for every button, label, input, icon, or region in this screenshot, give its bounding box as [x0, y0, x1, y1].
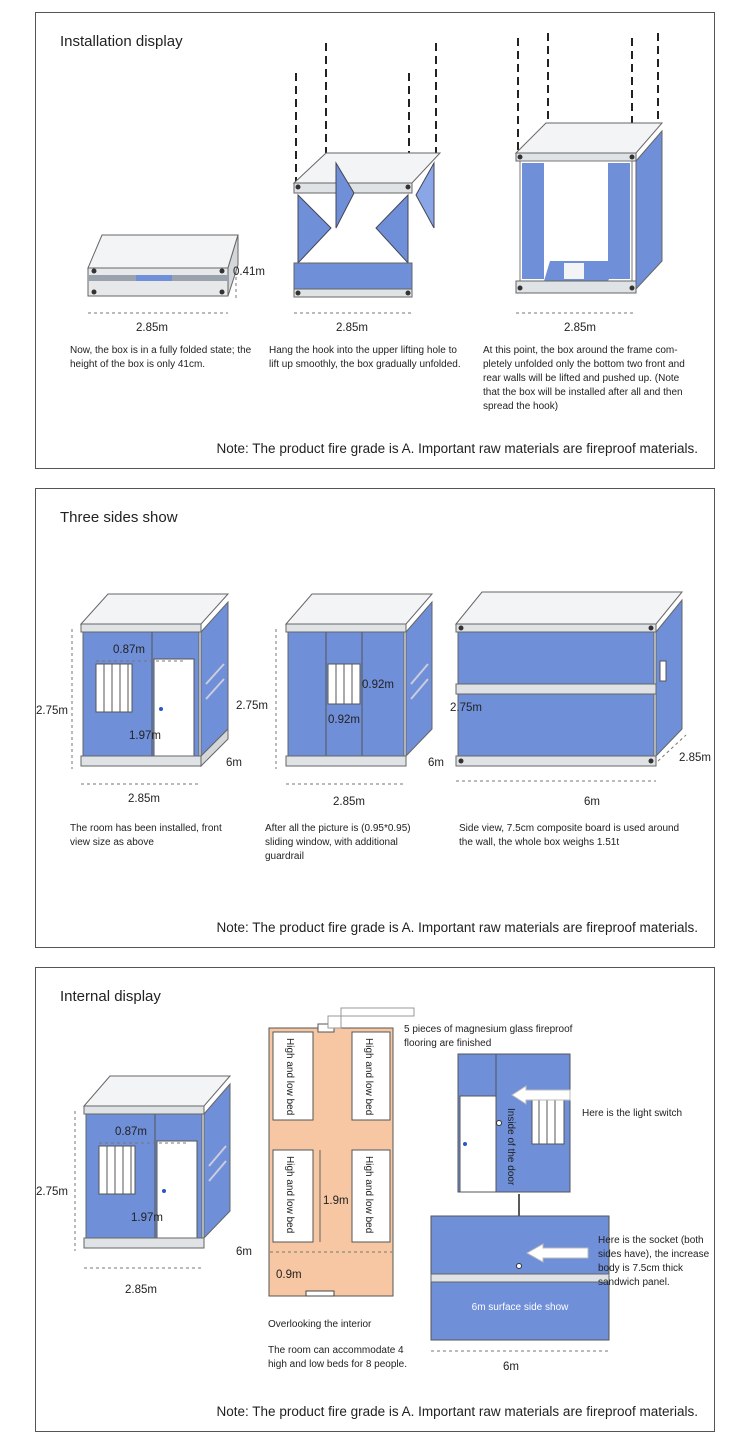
surface-side-view — [431, 1194, 609, 1351]
caption-front: The room has been installed, front view size as above — [70, 823, 222, 848]
front-depth-label: 6m — [226, 757, 242, 769]
width-label-2: 2.85m — [336, 322, 368, 334]
internal-title: Internal display — [60, 988, 161, 1005]
socket-note: Here is the socket (both sides have), the increase body is 7.5cm thick sandwich panel. — [598, 1235, 710, 1288]
installation-panel — [35, 12, 715, 469]
back-depth-label: 6m — [428, 757, 444, 769]
three-sides-title: Three sides show — [60, 509, 178, 526]
front-width-label: 2.85m — [128, 793, 160, 805]
surface-length-label: 6m — [503, 1361, 519, 1373]
fire-grade-note-3: Note: The product fire grade is A. Important raw materials are fireproof materials. — [216, 1404, 698, 1419]
three-sides-panel — [35, 488, 715, 948]
side-view-box — [456, 592, 686, 781]
unfolded-box — [516, 33, 662, 313]
width-label-1: 2.85m — [136, 322, 168, 334]
light-switch-note: Here is the light switch — [582, 1108, 683, 1119]
bed-label-3: High and low bed — [284, 1156, 295, 1234]
back-window-w-label: 0.92m — [362, 679, 394, 691]
folded-box — [88, 235, 238, 313]
bed-label-1: High and low bed — [284, 1038, 295, 1116]
front-height-label: 2.75m — [36, 705, 68, 717]
front-door-label: 1.97m — [129, 730, 161, 742]
internal-depth-label: 6m — [236, 1246, 252, 1258]
back-height-label: 2.75m — [236, 700, 268, 712]
caption-side: Side view, 7.5cm composite board is used around the wall, the whole box weighs 1.51t — [459, 823, 680, 848]
back-view-box — [276, 594, 432, 784]
width-label-3: 2.85m — [564, 322, 596, 334]
internal-width-label: 2.85m — [125, 1284, 157, 1296]
plan-caption-title: Overlooking the interior — [268, 1319, 372, 1330]
flooring-note: 5 pieces of magnesium glass fireproof flooring are finished — [404, 1024, 573, 1049]
caption-folded: Now, the box is in a fully folded state; the height of the box is only 41cm. — [70, 345, 252, 370]
caption-unfolding: Hang the hook into the upper lifting hole to lift up smoothly, the box gradually unfolded. — [269, 345, 461, 370]
side-height-label: 2.75m — [450, 702, 482, 714]
internal-door-label: 1.97m — [131, 1212, 163, 1224]
plan-caption-body: The room can accommodate 4 high and low beds for 8 people. — [268, 1345, 407, 1370]
caption-unfolded: At this point, the box around the frame com- pletely unfolded only the bottom two front and rear walls will be lifted and pushed up. (Note that the box will be installed after all and then spread the hook) — [483, 345, 685, 412]
internal-height-label: 2.75m — [36, 1186, 68, 1198]
corridor-width-label: 1.9m — [323, 1195, 349, 1207]
unfolding-box — [294, 43, 440, 313]
door-gap-label: 0.9m — [276, 1269, 302, 1281]
front-view-box — [72, 594, 228, 784]
back-window-h-label: 0.92m — [328, 714, 360, 726]
internal-panel — [35, 967, 715, 1432]
caption-back: After all the picture is (0.95*0.95) sliding window, with additional guardrail — [265, 823, 411, 862]
fire-grade-note-1: Note: The product fire grade is A. Important raw materials are fireproof materials. — [216, 441, 698, 456]
inside-door-label: Inside of the door — [505, 1108, 516, 1186]
installation-title: Installation display — [60, 33, 183, 50]
side-length-label: 6m — [584, 796, 600, 808]
three-sides-diagrams — [36, 489, 714, 947]
bed-label-2: High and low bed — [363, 1038, 374, 1116]
fire-grade-note-2: Note: The product fire grade is A. Important raw materials are fireproof materials. — [216, 920, 698, 935]
internal-front-box — [75, 1076, 230, 1268]
folded-height-label: 0.41m — [233, 266, 265, 278]
side-depth-label: 2.85m — [679, 752, 711, 764]
surface-side-label: 6m surface side show — [471, 1302, 569, 1313]
internal-window-label: 0.87m — [115, 1126, 147, 1138]
bed-label-4: High and low bed — [363, 1156, 374, 1234]
back-width-label: 2.85m — [333, 796, 365, 808]
front-window-label: 0.87m — [113, 644, 145, 656]
